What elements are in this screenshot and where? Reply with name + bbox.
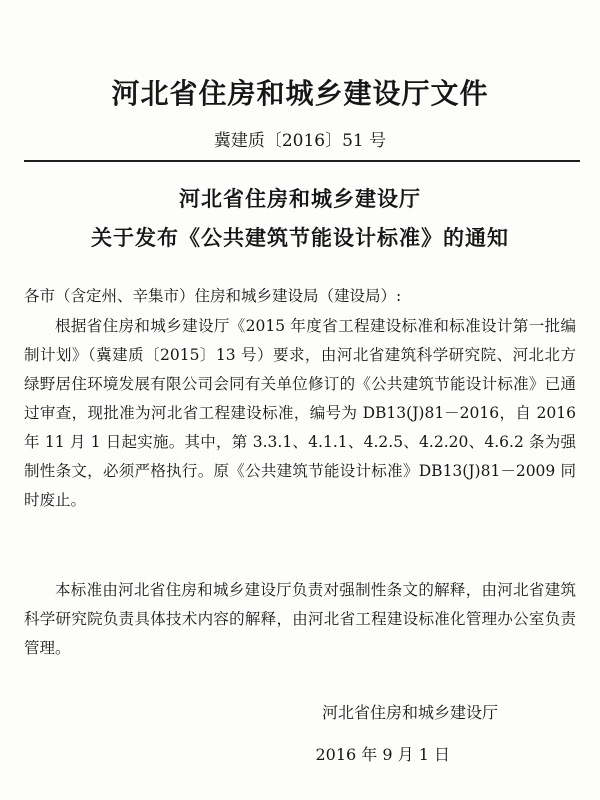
issuer-signature: 河北省住房和城乡建设厅 bbox=[321, 703, 498, 722]
notice-title-line1: 河北省住房和城乡建设厅 bbox=[179, 187, 421, 211]
document-header-title: 河北省住房和城乡建设厅文件 bbox=[111, 77, 489, 110]
document-number: 冀建质〔2016〕51 号 bbox=[213, 131, 387, 151]
body-paragraph-1: 根据省住房和城乡建设厅《2015 年度省工程建设标准和标准设计第一批编制计划》（冀建质〔2015〕13 号）要求，由河北省建筑科学研究院、河北北方绿野居住环境发展有限公司会同有关单位修订的《公共建筑节能设计标准》已通过审查，现批准为河北省工程建设标准，编号为 DB13(J)81－2016，自 2016 年 11 月 1 日起实施。其中，第 3.3.1、4.1.1、4.2.5、4.2.20、4.6.2 条为强制性条文，必须严格执行。原《公共建筑节能设计标准》DB13(J)81－2009 同时废止。 bbox=[24, 317, 576, 509]
header-divider bbox=[24, 160, 580, 162]
notice-title-line2: 关于发布《公共建筑节能设计标准》的通知 bbox=[91, 226, 509, 250]
body-paragraph-2: 本标准由河北省住房和城乡建设厅负责对强制性条文的解释，由河北省建筑科学研究院负责具体技术内容的解释，由河北省工程建设标准化管理办公室负责管理。 bbox=[24, 581, 576, 657]
salutation: 各市（含定州、辛集市）住房和城乡建设局（建设局）: bbox=[24, 287, 402, 305]
issue-date: 2016 年 9 月 1 日 bbox=[315, 745, 450, 764]
